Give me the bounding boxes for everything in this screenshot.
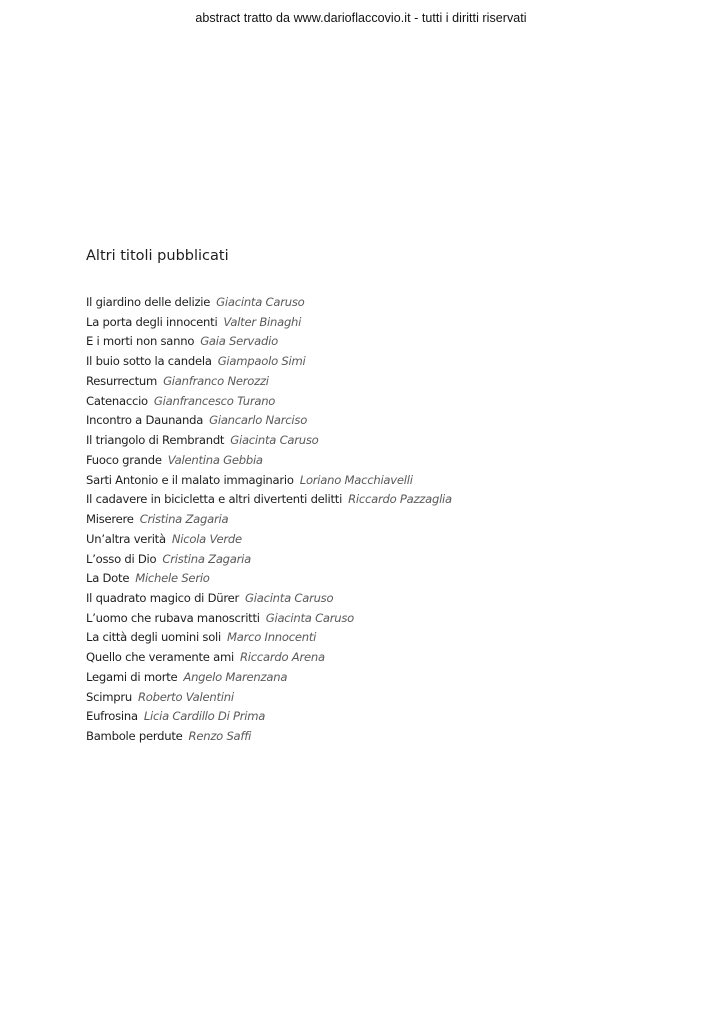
list-item bbox=[86, 648, 686, 668]
list-item bbox=[86, 431, 686, 451]
book-author: Gianfranco Nerozzi bbox=[163, 373, 269, 388]
book-author: Giancarlo Narciso bbox=[209, 413, 308, 428]
book-author: Valentina Gebbia bbox=[167, 452, 263, 467]
book-author: Cristina Zagaria bbox=[162, 551, 251, 566]
list-item bbox=[86, 352, 686, 372]
books-section bbox=[86, 244, 686, 747]
list-item bbox=[86, 313, 686, 333]
book-title: Catenaccio bbox=[86, 393, 148, 408]
book-title: Sarti Antonio e il malato immaginario bbox=[86, 472, 294, 487]
book-author: Giacinta Caruso bbox=[265, 610, 355, 625]
book-title: L’osso di Dio bbox=[86, 551, 157, 566]
book-list bbox=[86, 293, 686, 747]
book-author: Riccardo Arena bbox=[240, 650, 325, 665]
book-title: Il triangolo di Rembrandt bbox=[86, 433, 225, 448]
book-author: Roberto Valentini bbox=[137, 689, 234, 704]
section-title: Altri titoli pubblicati bbox=[86, 248, 229, 264]
book-title: Resurrectum bbox=[86, 373, 158, 388]
book-author: Marco Innocenti bbox=[227, 630, 317, 645]
book-author: Nicola Verde bbox=[171, 531, 242, 546]
book-title: La Dote bbox=[86, 571, 130, 586]
book-author: Loriano Macchiavelli bbox=[299, 472, 413, 487]
list-item bbox=[86, 372, 686, 392]
list-item bbox=[86, 490, 686, 510]
list-item bbox=[86, 550, 686, 570]
list-item bbox=[86, 609, 686, 629]
book-title: L’uomo che rubava manoscritti bbox=[86, 610, 260, 625]
book-author: Giacinta Caruso bbox=[245, 591, 334, 606]
book-title: La città degli uomini soli bbox=[86, 630, 221, 645]
book-title: Fuoco grande bbox=[86, 452, 162, 467]
list-item bbox=[86, 332, 686, 352]
list-item bbox=[86, 451, 686, 471]
list-item bbox=[86, 530, 686, 550]
list-item bbox=[86, 569, 686, 589]
book-author: Riccardo Pazzaglia bbox=[348, 492, 452, 507]
list-item bbox=[86, 411, 686, 431]
list-item bbox=[86, 707, 686, 727]
book-author: Gaia Servadio bbox=[200, 334, 278, 349]
book-title: Il cadavere in bicicletta e altri divertenti delitti bbox=[86, 492, 343, 507]
list-item bbox=[86, 628, 686, 648]
book-author: Giampaolo Simi bbox=[217, 354, 306, 369]
book-author: Michele Serio bbox=[135, 571, 210, 586]
book-title: Il quadrato magico di Dürer bbox=[86, 591, 240, 606]
header-note: abstract tratto da www.darioflaccovio.it - tutti i diritti riservati bbox=[195, 11, 527, 25]
book-title: Il giardino delle delizie bbox=[86, 295, 211, 309]
book-author: Licia Cardillo Di Prima bbox=[143, 709, 266, 724]
book-title: Incontro a Daunanda bbox=[86, 413, 204, 428]
book-author: Gianfrancesco Turano bbox=[153, 393, 276, 408]
book-title: Il buio sotto la candela bbox=[86, 354, 212, 369]
book-title: Un’altra verità bbox=[86, 531, 166, 546]
list-item bbox=[86, 392, 686, 412]
book-author: Renzo Saffi bbox=[188, 729, 252, 744]
book-author: Giacinta Caruso bbox=[230, 433, 319, 448]
book-title: Quello che veramente ami bbox=[86, 650, 234, 665]
book-author: Valter Binaghi bbox=[223, 314, 302, 329]
list-item bbox=[86, 510, 686, 530]
book-author: Cristina Zagaria bbox=[139, 512, 229, 527]
book-title: Scimpru bbox=[86, 689, 132, 704]
list-item bbox=[86, 688, 686, 708]
book-title: Bambole perdute bbox=[86, 729, 183, 744]
book-title: E i morti non sanno bbox=[86, 334, 195, 349]
list-item bbox=[86, 727, 686, 747]
book-title: Legami di morte bbox=[86, 669, 178, 684]
list-item bbox=[86, 293, 686, 313]
book-author: Giacinta Caruso bbox=[216, 295, 305, 309]
book-title: La porta degli innocenti bbox=[86, 314, 218, 329]
book-author: Angelo Marenzana bbox=[183, 669, 288, 684]
list-item bbox=[86, 668, 686, 688]
list-item bbox=[86, 471, 686, 491]
book-title: Miserere bbox=[86, 512, 134, 527]
list-item bbox=[86, 589, 686, 609]
book-title: Eufrosina bbox=[86, 709, 138, 724]
